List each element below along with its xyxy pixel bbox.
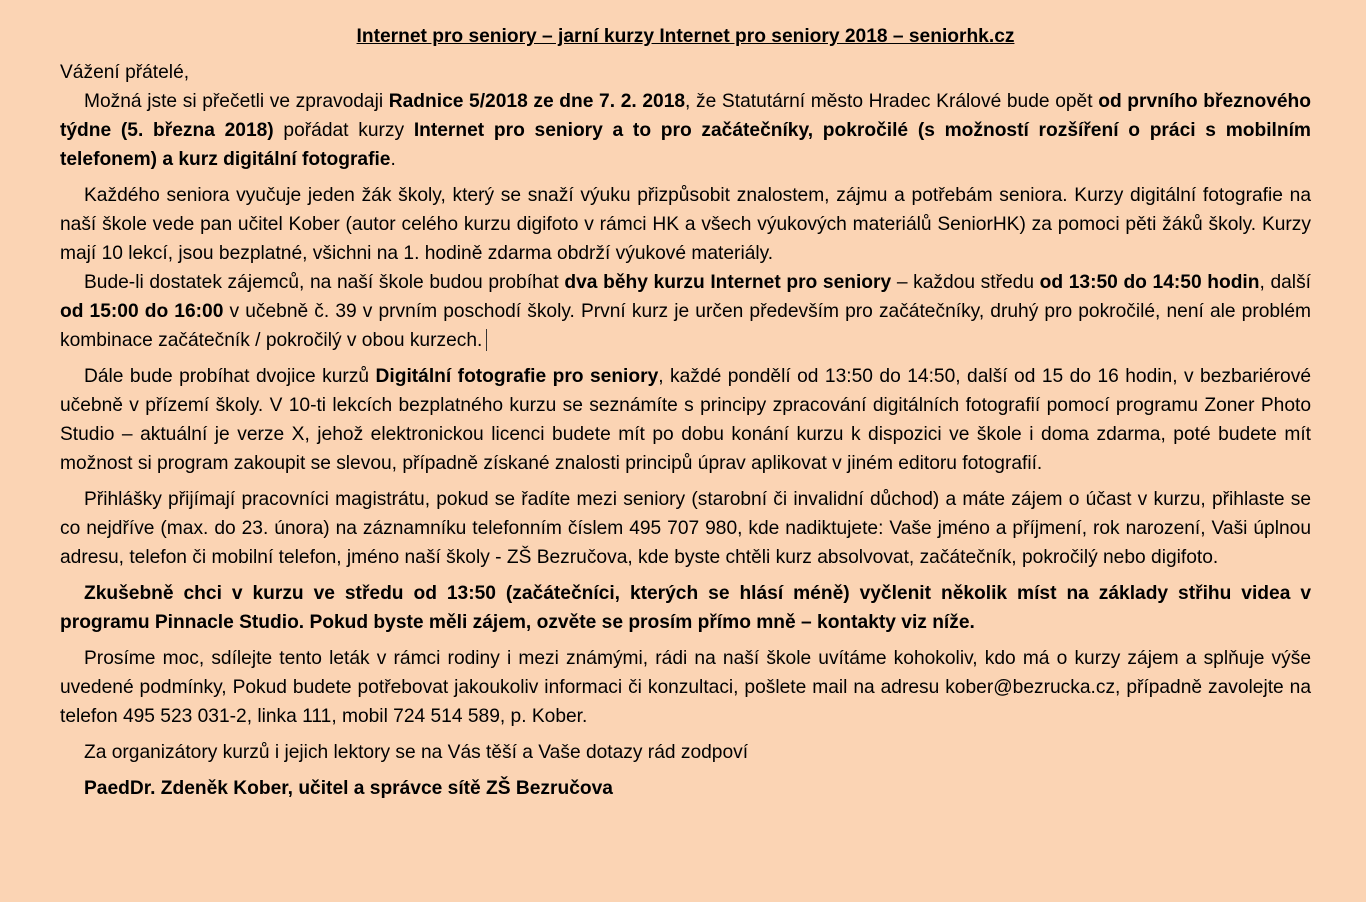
bold-run: od 13:50 do 14:50 hodin <box>1039 272 1260 293</box>
paragraph-teaching: Každého seniora vyučuje jeden žák školy, který se snaží výuku přizpůsobit znalostem, zájmu a potřebám seniora. Kurzy digitální fotografie na naší škole vede pan učitel Kober (autor celého kurzu digifoto v rámci HK a všech výukových materiálů SeniorHK) za pomoci pěti žáků školy. Kurzy mají 10 lekcí, jsou bezplatné, všichni na 1. hodině zdarma obdrží výukové materiály. <box>60 185 1311 264</box>
text-run: pořádat kurzy <box>273 120 414 141</box>
text-cursor <box>486 329 487 351</box>
bold-run: od 15:00 do 16:00 <box>60 301 224 322</box>
signature: PaedDr. Zdeněk Kober, učitel a správce sítě ZŠ Bezručova <box>84 778 613 799</box>
text-run: Dále bude probíhat dvojice kurzů <box>84 366 376 387</box>
paragraph-registration: Přihlášky přijímají pracovníci magistrátu, pokud se řadíte mezi seniory (starobní či invalidní důchod) a máte zájem o účast v kurzu, přihlaste se co nejdříve (max. do 23. února) na záznamníku telefonním číslem 495 707 980, kde nadiktujete: Vaše jméno a příjmení, rok narození, Vaši úplnou adresu, telefon či mobilní telefon, jméno naší školy - ZŠ Bezručova, kde byste chtěli kurz absolvovat, začátečník, pokročilý nebo digifoto. <box>60 489 1311 568</box>
bold-run: Digitální fotografie pro seniory <box>375 366 659 387</box>
paragraph-photo-courses <box>60 362 1311 478</box>
text-run: Bude-li dostatek zájemců, na naší škole budou probíhat <box>84 272 565 293</box>
paragraph-intro <box>60 87 1311 174</box>
text-run: , další <box>1259 272 1311 293</box>
text-run: v učebně č. 39 v prvním poschodí školy. První kurz je určen především pro začátečníky, druhý pro pokročilé, není ale problém kombinace začátečník / pokročilý v obou kurzech. <box>60 301 1311 351</box>
text-run: Možná jste si přečetli ve zpravodaji <box>84 91 389 112</box>
paragraph-share: Prosíme moc, sdílejte tento leták v rámci rodiny i mezi známými, rádi na naší škole uvítáme kohokoliv, kdo má o kurzy zájem a splňuje výše uvedené podmínky, Pokud budete potřebovat jakoukoliv informaci či konzultaci, pošlete mail na adresu kober@bezrucka.cz, případně zavolejte na telefon 495 523 031-2, linka 111, mobil 724 514 589, p. Kober. <box>60 648 1311 727</box>
document-body <box>60 22 1311 803</box>
text-run: . <box>390 149 396 170</box>
greeting: Vážení přátelé, <box>60 62 190 83</box>
text-run: , každé pondělí od 13:50 do 14:50, další od 15 do 16 hodin, v bezbariérové učebně v přízemí školy. V 10-ti lekcích bezplatného kurzu se seznámíte s principy zpracování digitálních fotografií pomocí programu Zoner Photo Studio – aktuální je verze X, jehož elektronickou licenci budete mít po dobu konání kurzu k dispozici ve škole i doma zdarma, poté budete mít možnost si program zakoupit se slevou, případně získané znalosti principů úprav aplikovat v jiném editoru fotografií. <box>60 366 1311 474</box>
text-run: , že Statutární město Hradec Králové bude opět <box>685 91 1099 112</box>
bold-run: od prvního březnového týdne (5. března 2018) <box>60 91 1311 141</box>
document-title: Internet pro seniory – jarní kurzy Internet pro seniory 2018 – seniorhk.cz <box>356 26 1015 47</box>
bold-run: Radnice 5/2018 ze dne 7. 2. 2018 <box>388 91 686 112</box>
paragraph-closing: Za organizátory kurzů i jejich lektory se na Vás těší a Vaše dotazy rád zodpoví <box>84 742 749 763</box>
bold-run: Internet pro seniory a to pro začátečníky, pokročilé (s možností rozšíření o práci s mobilním telefonem) a kurz digitální fotografie <box>60 120 1311 170</box>
text-run: – každou středu <box>891 272 1040 293</box>
paragraph-internet-courses <box>60 268 1311 355</box>
paragraph-video-editing: Zkušebně chci v kurzu ve středu od 13:50 (začátečníci, kterých se hlásí méně) vyčlenit několik míst na základy střihu videa v programu Pinnacle Studio. Pokud byste měli zájem, ozvěte se prosím přímo mně – kontakty viz níže. <box>60 583 1311 633</box>
bold-run: dva běhy kurzu Internet pro seniory <box>564 272 892 293</box>
